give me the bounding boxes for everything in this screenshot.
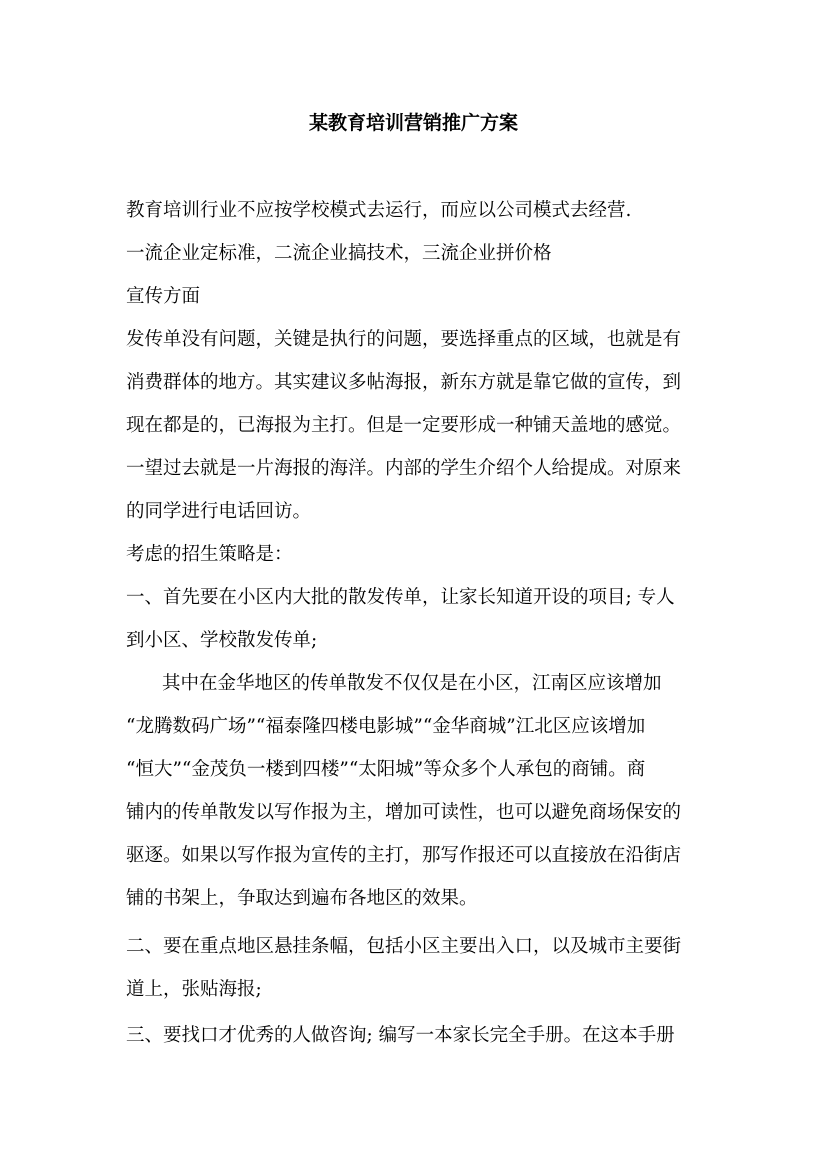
paragraph-line: 铺的书架上，争取达到遍布各地区的效果。: [126, 888, 478, 909]
paragraph-line: “恒大”“金茂负一楼到四楼”“太阳城”等众多个人承包的商铺。商: [126, 759, 646, 780]
paragraph-line: 发传单没有问题，关键是执行的问题，要选择重点的区域，也就是有: [126, 329, 682, 350]
document-title: 某教育培训营销推广方案: [308, 112, 518, 134]
paragraph-line: 消费群体的地方。其实建议多帖海报，新东方就是靠它做的宣传，到: [126, 372, 682, 393]
paragraph-line: 三、要找口才优秀的人做咨询; 编写一本家长完全手册。在这本手册: [126, 1025, 675, 1046]
paragraph-line: 考虑的招生策略是：: [126, 544, 293, 565]
paragraph-line: 现在都是的，已海报为主打。但是一定要形成一种铺天盖地的感觉。: [126, 415, 682, 436]
paragraph-line: 到小区、学校散发传单;: [126, 630, 318, 651]
paragraph-line: 二、要在重点地区悬挂条幅，包括小区主要出入口，以及城市主要街: [126, 936, 682, 957]
section-heading: 宣传方面: [126, 286, 201, 307]
paragraph-line: 铺内的传单散发以写作报为主，增加可读性，也可以避免商场保安的: [126, 802, 682, 823]
paragraph-line: 一望过去就是一片海报的海洋。内部的学生介绍个人给提成。对原来: [126, 458, 682, 479]
paragraph-line: “龙腾数码广场”“福泰隆四楼电影城”“金华商城”江北区应该增加: [126, 716, 646, 737]
paragraph-line: 道上，张贴海报;: [126, 979, 262, 1000]
paragraph-line: 一流企业定标准，二流企业搞技术，三流企业拼价格: [126, 243, 552, 264]
paragraph-line: 教育培训行业不应按学校模式去运行，而应以公司模式去经营.: [126, 200, 632, 221]
paragraph-line: 一、首先要在小区内大批的散发传单，让家长知道开设的项目; 专人: [126, 587, 675, 608]
paragraph-line: 其中在金华地区的传单散发不仅仅是在小区，江南区应该增加: [162, 673, 662, 694]
paragraph-line: 的同学进行电话回访。: [126, 501, 312, 522]
paragraph-line: 驱逐。如果以写作报为宣传的主打，那写作报还可以直接放在沿街店: [126, 845, 682, 866]
